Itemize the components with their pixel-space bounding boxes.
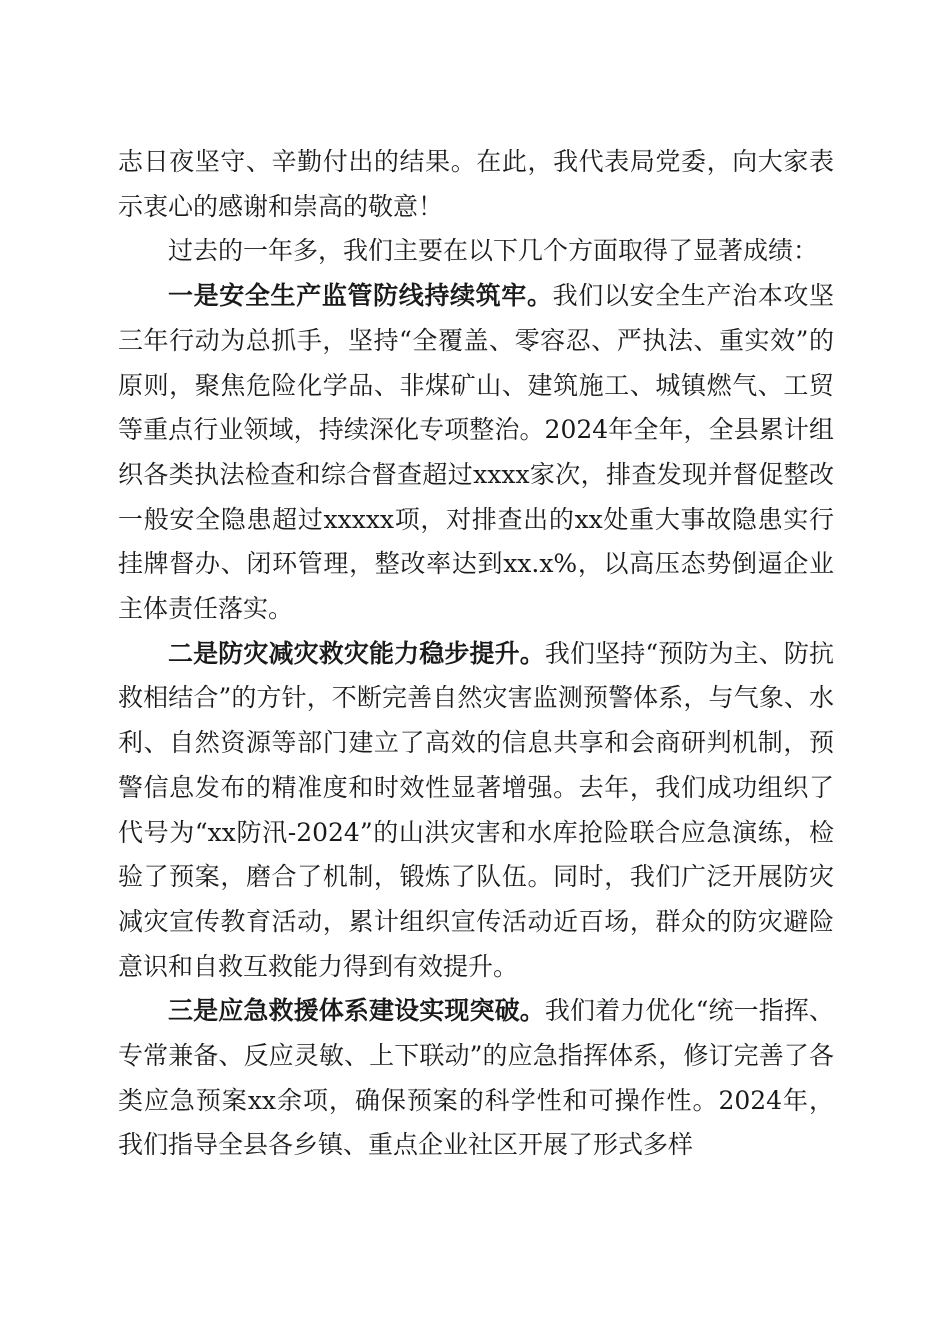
paragraph-text: 过去的一年多，我们主要在以下几个方面取得了显著成绩： (168, 236, 819, 266)
paragraph-text: 我们着力优化“统一指挥、专常兼备、反应灵敏、上下联动”的应急指挥体系，修订完善了各类应急预案xx余项，确保预案的科学性和可操作性。2024年，我们指导全县各乡镇、重点企业社区开展了形式多样 (118, 996, 834, 1160)
paragraph-lead: 三是应急救援体系建设实现突破。 (168, 996, 545, 1026)
paragraph-continuation (118, 140, 834, 229)
paragraph-safety-production (118, 274, 834, 632)
paragraph-lead: 一是安全生产监管防线持续筑牢。 (168, 281, 553, 311)
paragraph-disaster-prevention (118, 632, 834, 990)
paragraph-text: 我们以安全生产治本攻坚三年行动为总抓手，坚持“全覆盖、零容忍、严执法、重实效”的原则，聚焦危险化学品、非煤矿山、建筑施工、城镇燃气、工贸等重点行业领域，持续深化专项整治。2024年全年，全县累计组织各类执法检查和综合督查超过xxxx家次，排查发现并督促整改一般安全隐患超过xxxxx项，对排查出的xx处重大事故隐患实行挂牌督办、闭环管理，整改率达到xx.x%，以高压态势倒逼企业主体责任落实。 (118, 281, 834, 624)
paragraph-emergency-rescue (118, 989, 834, 1168)
paragraph-text: 志日夜坚守、辛勤付出的结果。在此，我代表局党委，向大家表示衷心的感谢和崇高的敬意！ (118, 147, 834, 221)
paragraph-lead: 二是防灾减灾救灾能力稳步提升。 (168, 638, 545, 668)
paragraph-text: 我们坚持“预防为主、防抗救相结合”的方针，不断完善自然灾害监测预警体系，与气象、水利、自然资源等部门建立了高效的信息共享和会商研判机制，预警信息发布的精准度和时效性显著增强。去年，我们成功组织了代号为“xx防汛-2024”的山洪灾害和水库抢险联合应急演练，检验了预案，磨合了机制，锻炼了队伍。同时，我们广泛开展防灾减灾宣传教育活动，累计组织宣传活动近百场，群众的防灾避险意识和自救互救能力得到有效提升。 (118, 638, 834, 981)
document-body (118, 140, 834, 1168)
paragraph-intro (118, 229, 834, 274)
